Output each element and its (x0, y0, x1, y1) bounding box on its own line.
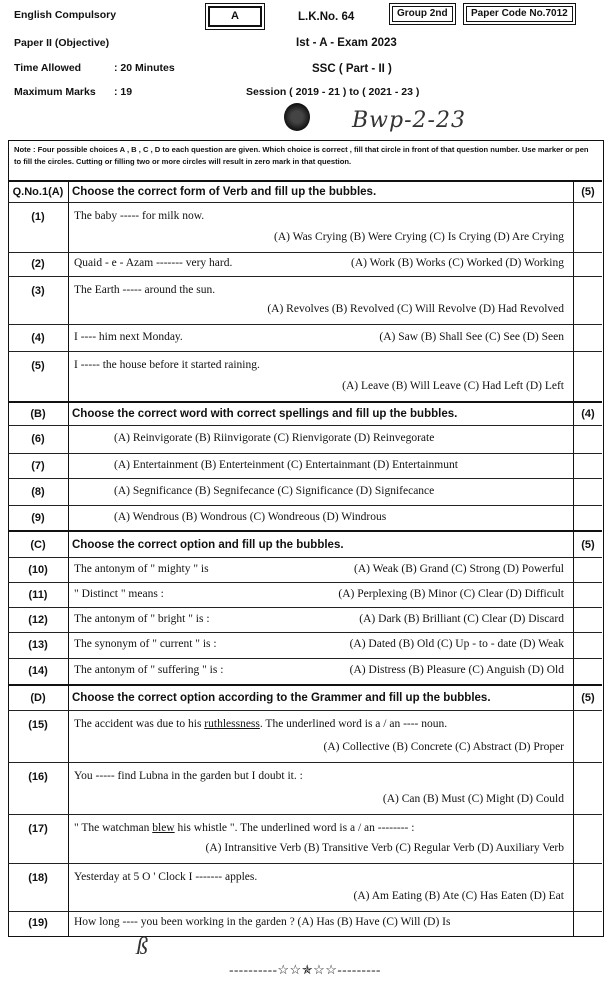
question-text: The baby ----- for milk now. (74, 210, 205, 222)
section-row (8, 180, 602, 204)
answer-options: (A) Work (B) Works (C) Worked (D) Working (351, 257, 564, 269)
marks-label: Maximum Marks (14, 86, 96, 98)
session: Session ( 2019 - 21 ) to ( 2021 - 23 ) (246, 86, 420, 98)
paper-code-box: Paper Code No.7012 (466, 6, 573, 22)
question-text: I ---- him next Monday. (74, 330, 183, 343)
section-marks: (5) (581, 186, 595, 198)
handwritten-note: Bwp-2-23 (352, 108, 466, 133)
subject: English Compulsory (14, 9, 117, 21)
marks-column (573, 253, 602, 277)
section-number: (B) (30, 408, 46, 420)
section-marks: (5) (581, 692, 595, 704)
answer-options: (A) Revolves (B) Revolved (C) Will Revolve (D) Had Revolved (267, 303, 564, 315)
answer-options: (A) Weak (B) Grand (C) Strong (D) Powerful (354, 562, 564, 575)
section-number: Q.No.1(A) (12, 186, 64, 198)
marks-column (573, 912, 602, 936)
answer-options: (A) Dated (B) Old (C) Up - to - date (D) Weak (349, 638, 564, 650)
question-number: (2) (31, 258, 45, 270)
section-title: Choose the correct word with correct spellings and fill up the bubbles. (72, 408, 458, 420)
question-row (8, 710, 602, 763)
question-text: " Distinct " means : (74, 587, 164, 600)
answer-options: (A) Dark (B) Brilliant (C) Clear (D) Discard (359, 612, 564, 625)
section-title: Choose the correct option according to the Grammer and fill up the bubbles. (72, 692, 491, 704)
marks-value: : 19 (114, 86, 133, 98)
question-number: (14) (28, 665, 48, 677)
lk-number: L.K.No. 64 (298, 11, 355, 23)
question-text: The accident was due to his ruthlessness. The underlined word is a / an ---- noun. (74, 718, 448, 730)
question-row (8, 351, 602, 402)
question-row (8, 453, 602, 479)
answer-options: (A) Was Crying (B) Were Crying (C) Is Crying (D) Are Crying (274, 231, 564, 243)
question-row (8, 557, 602, 583)
question-number: (6) (31, 433, 45, 445)
group-box: Group 2nd (392, 6, 453, 22)
answer-options: (A) Leave (B) Will Leave (C) Had Left (D) Left (342, 380, 564, 392)
board-logo-icon (284, 103, 310, 131)
question-row (8, 478, 602, 506)
instructions-note: Note : Four possible choices A , B , C , D to each question are given. Which choice is correct , fill that circle in front of that question number. Use marker or pen to fill the circles. Cutting or filling two or more circles will result in zero mark in that question. (14, 145, 589, 166)
question-number: (10) (28, 563, 48, 576)
marks-column (573, 583, 602, 608)
marks-column (573, 711, 602, 763)
question-number: (11) (28, 588, 48, 601)
marks-column (573, 352, 602, 402)
marks-column (573, 426, 602, 454)
section-marks: (5) (581, 538, 595, 551)
underlined-word: blew (152, 822, 175, 834)
marks-column (573, 659, 602, 685)
question-row (8, 814, 602, 864)
question-text: Yesterday at 5 O ' Clock I ------- apples. (74, 871, 258, 883)
question-text: The antonym of " bright " is : (74, 612, 210, 625)
time-value: : 20 Minutes (114, 62, 175, 74)
question-row (8, 762, 602, 815)
answer-options: (A) Can (B) Must (C) Might (D) Could (382, 793, 564, 805)
question-number: (17) (28, 823, 48, 835)
question-number: (18) (28, 872, 48, 884)
answer-options: (A) Distress (B) Pleasure (C) Anguish (D) Old (349, 664, 564, 676)
signature-mark: ß (136, 934, 148, 960)
question-row (8, 911, 602, 936)
marks-column (573, 277, 602, 325)
question-text: The antonym of " suffering " is : (74, 664, 224, 676)
question-row (8, 252, 602, 277)
question-row (8, 607, 602, 633)
section-row (8, 530, 602, 559)
question-text: You ----- find Lubna in the garden but I doubt it. : (74, 770, 303, 782)
question-number: (3) (31, 285, 45, 297)
marks-column (573, 558, 602, 583)
marks-column (573, 763, 602, 815)
question-row (8, 425, 602, 454)
question-number: (1) (31, 211, 45, 223)
question-number: (15) (28, 719, 48, 731)
question-number: (8) (31, 485, 45, 498)
answer-options: (A) Collective (B) Concrete (C) Abstract (D) Proper (323, 741, 564, 753)
marks-column (573, 325, 602, 352)
paper-label: Paper II (Objective) (14, 37, 110, 49)
footer-ornament: ----------☆☆✯☆☆--------- (229, 962, 381, 977)
section-row (8, 401, 602, 427)
exam-title: Ist - A - Exam 2023 (296, 37, 397, 49)
answer-options: (A) Saw (B) Shall See (C) See (D) Seen (379, 330, 564, 343)
question-row (8, 276, 602, 325)
marks-column (573, 815, 602, 864)
marks-column (573, 864, 602, 912)
time-label: Time Allowed (14, 62, 82, 74)
question-number: (7) (31, 459, 45, 472)
section-number: (D) (30, 692, 46, 704)
class-title: SSC ( Part - II ) (312, 63, 392, 75)
question-row (8, 324, 602, 352)
section-title: Choose the correct form of Verb and fill up the bubbles. (72, 186, 377, 198)
answer-options: (A) Reinvigorate (B) Riinvigorate (C) Rienvigorate (D) Reinvegorate (114, 432, 435, 444)
question-number: (4) (31, 331, 45, 344)
question-number: (12) (28, 613, 48, 626)
underlined-word: ruthlessness (204, 718, 260, 730)
section-marks: (4) (581, 408, 595, 420)
question-row (8, 658, 602, 685)
answer-options: (A) Perplexing (B) Minor (C) Clear (D) Difficult (338, 587, 564, 600)
question-text: How long ---- you been working in the garden ? (A) Has (B) Have (C) Will (D) Is (74, 916, 451, 928)
question-row (8, 632, 602, 659)
question-text: The antonym of " mighty " is (74, 562, 209, 575)
question-number: (13) (28, 639, 48, 651)
question-text: I ----- the house before it started raining. (74, 359, 260, 371)
question-text: The Earth ----- around the sun. (74, 284, 216, 296)
question-text: Quaid - e - Azam ------- very hard. (74, 257, 233, 269)
question-number: (5) (31, 360, 45, 372)
answer-options: (A) Am Eating (B) Ate (C) Has Eaten (D) Eat (353, 890, 564, 902)
marks-column (573, 454, 602, 479)
question-row (8, 202, 602, 253)
question-number: (9) (31, 511, 45, 524)
answer-options: (A) Entertainment (B) Enterteinment (C) Entertainmant (D) Entertainmunt (114, 458, 458, 471)
question-text: The synonym of " current " is : (74, 638, 217, 650)
section-title: Choose the correct option and fill up the bubbles. (72, 538, 344, 551)
marks-column (573, 633, 602, 659)
marks-column (573, 479, 602, 506)
section-row (8, 684, 602, 712)
question-row (8, 863, 602, 912)
marks-column (573, 608, 602, 633)
marks-column (573, 506, 602, 531)
marks-column (573, 203, 602, 253)
answer-options: (A) Intransitive Verb (B) Transitive Verb (C) Regular Verb (D) Auxiliary Verb (205, 842, 564, 854)
question-number: (19) (28, 917, 48, 929)
question-text: " The watchman blew his whistle ". The underlined word is a / an -------- : (74, 822, 415, 834)
answer-options: (A) Segnificance (B) Segnifecance (C) Significance (D) Signifecance (114, 484, 435, 497)
question-row (8, 505, 602, 531)
question-number: (16) (28, 771, 48, 783)
question-row (8, 582, 602, 608)
section-number: (C) (30, 538, 46, 551)
paper-version-box: A (208, 6, 262, 27)
answer-options: (A) Wendrous (B) Wondrous (C) Wondreous (D) Windrous (114, 510, 387, 523)
